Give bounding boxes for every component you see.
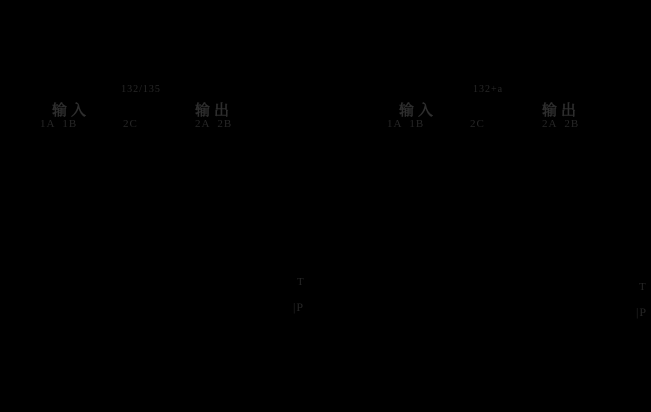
input-label: 输入 <box>399 103 438 119</box>
code-group-3: 2A 2B <box>542 118 580 130</box>
text-cluster-right <box>385 82 591 134</box>
output-label: 输出 <box>542 103 581 119</box>
cluster-right-header: 132+a <box>472 84 504 95</box>
cluster-left-label-row <box>38 99 244 117</box>
ibeam-cursor-mark-edge: T <box>639 281 646 293</box>
p-text-mark-edge: |P <box>636 305 648 319</box>
ibeam-cursor-mark: T <box>297 276 304 288</box>
code-group-1: 1A 1B <box>40 118 78 130</box>
code-group-2: 2C <box>470 118 485 130</box>
p-text-mark: |P <box>293 300 305 314</box>
output-label: 输出 <box>195 103 234 119</box>
cluster-right-label-row <box>385 99 591 117</box>
cluster-right-code-row <box>385 118 591 132</box>
code-group-2: 2C <box>123 118 138 130</box>
input-label: 输入 <box>52 103 91 119</box>
code-group-1: 1A 1B <box>387 118 425 130</box>
cluster-left-code-row <box>38 118 244 132</box>
cluster-left-header: 132/135 <box>121 84 161 95</box>
code-group-3: 2A 2B <box>195 118 233 130</box>
text-cluster-left <box>38 82 244 134</box>
